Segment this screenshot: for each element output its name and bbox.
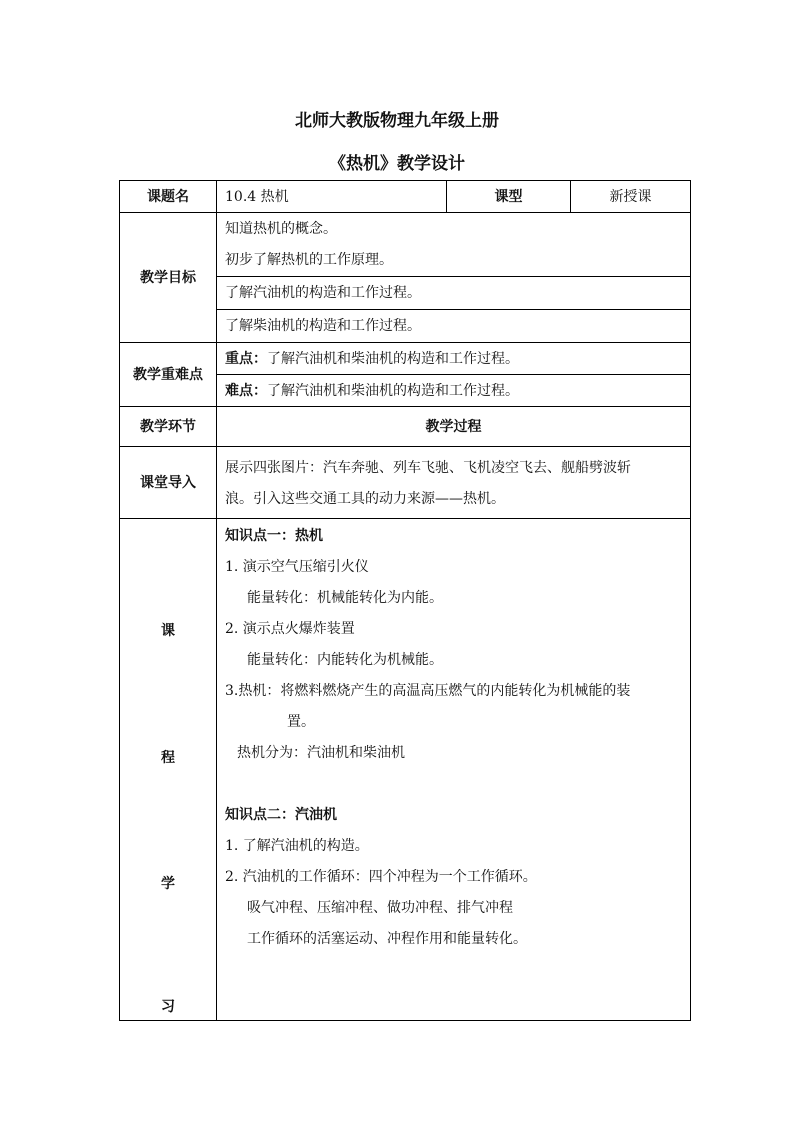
learning-label-char: 习 [161, 999, 175, 1015]
difficult-point-text: 了解汽油机和柴油机的构造和工作过程。 [267, 382, 519, 399]
keypoints-label: 教学重难点 [120, 343, 217, 407]
document-subtitle: 《热机》教学设计 [329, 154, 465, 174]
list-item-note: 吸气冲程、压缩冲程、做功冲程、排气冲程 [247, 900, 513, 916]
knowledge-point-title: 知识点二：汽油机 [225, 807, 337, 823]
table-row [120, 519, 691, 1021]
topic-label: 课题名 [120, 181, 217, 213]
table-row [120, 407, 691, 447]
objective-line: 初步了解热机的工作原理。 [225, 251, 393, 268]
lesson-type-label: 课型 [447, 181, 571, 213]
list-item-note: 能量转化：机械能转化为内能。 [247, 590, 443, 606]
intro-text [217, 447, 691, 519]
key-point-text: 了解汽油机和柴油机的构造和工作过程。 [267, 350, 519, 367]
intro-label: 课堂导入 [120, 447, 217, 519]
learning-label [120, 519, 217, 1021]
objective-line: 了解汽油机的构造和工作过程。 [217, 277, 691, 310]
list-item-note: 能量转化：内能转化为机械能。 [247, 652, 443, 668]
learning-label-char: 课 [161, 623, 175, 639]
key-point [217, 343, 691, 375]
stage-header: 教学环节 [120, 407, 217, 447]
lesson-type-value: 新授课 [571, 181, 691, 213]
list-item: 1. 演示空气压缩引火仪 [225, 559, 369, 575]
list-item: 1. 了解汽油机的构造。 [225, 838, 369, 854]
topic-value: 10.4 热机 [217, 181, 447, 213]
lesson-plan-table [119, 180, 691, 1021]
list-item: 3.热机：将燃料燃烧产生的高温高压燃气的内能转化为机械能的装 [225, 683, 631, 699]
list-item: 2. 演示点火爆炸装置 [225, 621, 355, 637]
table-row [120, 447, 691, 519]
objective-line: 了解柴油机的构造和工作过程。 [217, 310, 691, 343]
objectives-cell-1 [217, 213, 691, 277]
objectives-label: 教学目标 [120, 213, 217, 343]
knowledge-point-title: 知识点一：热机 [225, 528, 323, 544]
learning-label-char: 学 [161, 876, 175, 892]
list-item: 2. 汽油机的工作循环：四个冲程为一个工作循环。 [225, 869, 537, 885]
difficult-point [217, 375, 691, 407]
table-row [120, 213, 691, 277]
intro-line: 浪。引入这些交通工具的动力来源——热机。 [225, 490, 505, 507]
table-row [120, 343, 691, 375]
learning-content [217, 519, 691, 1021]
intro-line: 展示四张图片：汽车奔驰、列车飞驰、飞机凌空飞去、舰船劈波斩 [225, 459, 631, 476]
learning-label-char: 程 [161, 750, 175, 766]
key-point-prefix: 重点： [225, 350, 267, 367]
process-header: 教学过程 [217, 407, 691, 447]
document-title: 北师大教版物理九年级上册 [295, 111, 499, 131]
difficult-point-prefix: 难点： [225, 382, 267, 399]
list-item-note: 热机分为：汽油机和柴油机 [237, 745, 405, 761]
objective-line: 知道热机的概念。 [225, 220, 337, 237]
list-item-note: 工作循环的活塞运动、冲程作用和能量转化。 [247, 931, 527, 947]
list-item-continuation: 置。 [287, 714, 315, 730]
blank-line [225, 769, 682, 800]
table-row [120, 181, 691, 213]
